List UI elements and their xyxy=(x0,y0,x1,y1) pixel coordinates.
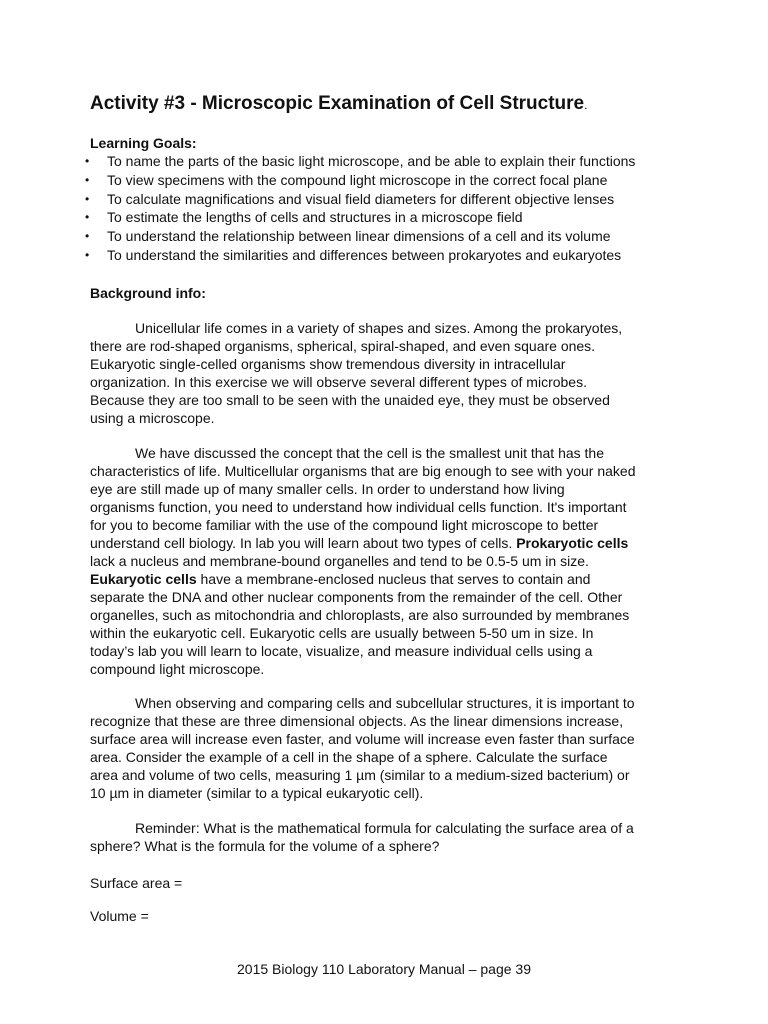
page-footer: 2015 Biology 110 Laboratory Manual – page 39 xyxy=(237,961,531,977)
learning-goals-heading: Learning Goals: xyxy=(90,135,197,151)
bullet-icon: • xyxy=(85,191,90,206)
goal-text: To estimate the lengths of cells and structures in a microscope field xyxy=(107,209,523,226)
page-title xyxy=(90,92,587,117)
volume-prompt: Volume = xyxy=(90,908,149,924)
page-title-text: Activity #3 - Microscopic Examination of Cell Structure xyxy=(90,93,585,114)
surface-area-prompt: Surface area = xyxy=(90,875,183,891)
goal-text: To understand the relationship between linear dimensions of a cell and its volume xyxy=(107,228,611,245)
paragraph-surface-volume xyxy=(90,694,690,802)
paragraph-cell-types xyxy=(90,444,690,678)
list-item xyxy=(85,171,725,190)
text-line: Unicellular life comes in a variety of shapes and sizes. Among the prokaryotes, xyxy=(135,320,623,336)
page-title-period: . xyxy=(584,98,588,112)
text-line: organelles, such as mitochondria and chloroplasts, are also surrounded by membranes xyxy=(90,607,630,623)
text-line: 10 µm in diameter (similar to a typical eukaryotic cell). xyxy=(90,785,424,801)
paragraph-unicellular xyxy=(90,319,690,427)
text-line: organisms function, you need to understand how individual cells function. It's important xyxy=(90,499,627,515)
term-eukaryotic-cells: Eukaryotic cells xyxy=(90,571,197,587)
background-heading: Background info: xyxy=(90,285,206,301)
list-item xyxy=(85,246,725,265)
text-segment: have a membrane-enclosed nucleus that serves to contain and xyxy=(196,571,591,587)
bullet-icon: • xyxy=(85,154,90,168)
text-line: sphere? What is the formula for the volume of a sphere? xyxy=(90,838,440,854)
goal-text: To calculate magnifications and visual field diameters for different objective lenses xyxy=(107,190,615,207)
text-line: Reminder: What is the mathematical formula for calculating the surface area of a xyxy=(135,820,634,836)
learning-goals-list xyxy=(85,152,725,265)
bullet-icon: • xyxy=(85,210,90,225)
text-line: Because they are too small to be seen with the unaided eye, they must be observed xyxy=(90,392,610,408)
goal-text: To understand the similarities and differences between prokaryotes and eukaryotes xyxy=(107,246,622,263)
text-line: area. Consider the example of a cell in the shape of a sphere. Calculate the surface xyxy=(90,749,608,765)
paragraph-reminder xyxy=(90,819,690,855)
text-line xyxy=(90,534,690,552)
goal-text: To view specimens with the compound light microscope in the correct focal plane xyxy=(107,171,608,188)
text-line xyxy=(90,570,690,588)
text-line: there are rod-shaped organisms, spherical, spiral-shaped, and even square ones. xyxy=(90,338,596,354)
term-prokaryotic-cells: Prokaryotic cells xyxy=(516,535,629,551)
text-line: Eukaryotic single-celled organisms show tremendous diversity in intracellular xyxy=(90,356,566,372)
text-line: today’s lab you will learn to locate, visualize, and measure individual cells using a xyxy=(90,643,593,659)
goal-text: To name the parts of the basic light microscope, and be able to explain their functions xyxy=(107,153,636,169)
text-line: for you to become familiar with the use of the compound light microscope to better xyxy=(90,517,599,533)
text-line: characteristics of life. Multicellular organisms that are big enough to see with your naked xyxy=(90,463,636,479)
text-line: separate the DNA and other nuclear components from the remainder of the cell. Other xyxy=(90,589,623,605)
list-item xyxy=(85,190,725,209)
bullet-icon: • xyxy=(85,229,90,244)
text-line: surface area will increase even faster, and volume will increase even faster than surface xyxy=(90,731,635,747)
text-line: organization. In this exercise we will observe several different types of microbes. xyxy=(90,374,587,390)
bullet-icon: • xyxy=(85,172,90,187)
list-item xyxy=(85,227,725,246)
text-segment: understand cell biology. In lab you will learn about two types of cells. xyxy=(90,535,517,551)
text-line: area and volume of two cells, measuring 1 µm (similar to a medium-sized bacterium) or xyxy=(90,767,630,783)
text-line: We have discussed the concept that the cell is the smallest unit that has the xyxy=(135,445,605,461)
text-line: recognize that these are three dimensional objects. As the linear dimensions increase, xyxy=(90,713,624,729)
list-item xyxy=(85,152,725,171)
text-line: compound light microscope. xyxy=(90,661,265,677)
text-line: eye are still made up of many smaller cells. In order to understand how living xyxy=(90,481,565,497)
text-line: using a microscope. xyxy=(90,410,215,426)
list-item xyxy=(85,208,725,227)
text-line: When observing and comparing cells and subcellular structures, it is important to xyxy=(135,695,635,711)
text-line: within the eukaryotic cell. Eukaryotic cells are usually between 5-50 um in size. In xyxy=(90,625,594,641)
bullet-icon: • xyxy=(85,247,90,262)
text-line: lack a nucleus and membrane-bound organelles and tend to be 0.5-5 um in size. xyxy=(90,553,589,569)
